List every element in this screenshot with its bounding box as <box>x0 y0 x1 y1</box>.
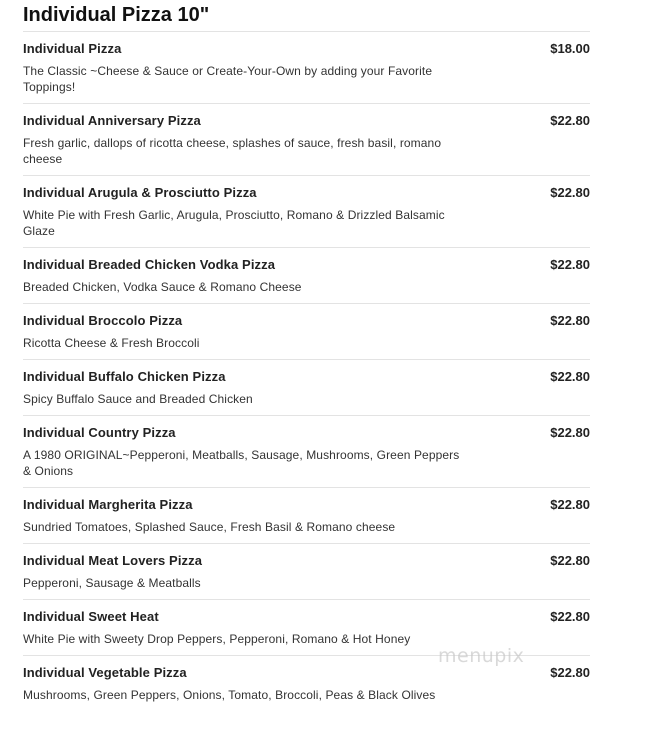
item-description: Pepperoni, Sausage & Meatballs <box>23 576 201 590</box>
menu-item <box>23 303 590 359</box>
item-price: $22.80 <box>550 113 590 128</box>
menu-item <box>23 359 590 415</box>
item-name: Individual Sweet Heat <box>23 609 159 624</box>
menupix-watermark: menupix <box>438 645 525 667</box>
item-price: $22.80 <box>550 609 590 624</box>
item-description: A 1980 ORIGINAL~Pepperoni, Meatballs, Sausage, Mushrooms, Green Peppers & Onions <box>23 448 460 478</box>
item-description: Ricotta Cheese & Fresh Broccoli <box>23 336 200 350</box>
item-name: Individual Buffalo Chicken Pizza <box>23 369 226 384</box>
menu-item <box>23 103 590 175</box>
item-name: Individual Vegetable Pizza <box>23 665 187 680</box>
menu-item <box>23 543 590 599</box>
menu-item <box>23 599 590 655</box>
item-price: $22.80 <box>550 185 590 200</box>
item-price: $18.00 <box>550 41 590 56</box>
item-price: $22.80 <box>550 257 590 272</box>
item-name: Individual Margherita Pizza <box>23 497 193 512</box>
item-price: $22.80 <box>550 665 590 680</box>
menu-item <box>23 415 590 487</box>
item-name: Individual Breaded Chicken Vodka Pizza <box>23 257 276 272</box>
item-description: Spicy Buffalo Sauce and Breaded Chicken <box>23 392 253 406</box>
menu-list <box>23 31 590 711</box>
item-name: Individual Arugula & Prosciutto Pizza <box>23 185 257 200</box>
item-name: Individual Meat Lovers Pizza <box>23 553 203 568</box>
item-name: Individual Broccolo Pizza <box>23 313 183 328</box>
item-name: Individual Country Pizza <box>23 425 176 440</box>
item-description: White Pie with Fresh Garlic, Arugula, Prosciutto, Romano & Drizzled Balsamic Glaze <box>23 208 445 238</box>
item-price: $22.80 <box>550 313 590 328</box>
menu-item <box>23 655 590 711</box>
item-price: $22.80 <box>550 425 590 440</box>
menu-item <box>23 247 590 303</box>
item-description: Sundried Tomatoes, Splashed Sauce, Fresh Basil & Romano cheese <box>23 520 396 534</box>
page-title: Individual Pizza 10" <box>23 4 210 26</box>
item-price: $22.80 <box>550 553 590 568</box>
item-price: $22.80 <box>550 369 590 384</box>
item-description: Breaded Chicken, Vodka Sauce & Romano Cheese <box>23 280 302 294</box>
item-name: Individual Pizza <box>23 41 122 56</box>
item-description: The Classic ~Cheese & Sauce or Create-Your-Own by adding your Favorite Toppings! <box>23 64 433 94</box>
menu-item <box>23 31 590 103</box>
item-description: Mushrooms, Green Peppers, Onions, Tomato, Broccoli, Peas & Black Olives <box>23 688 436 702</box>
item-price: $22.80 <box>550 497 590 512</box>
menu-item <box>23 175 590 247</box>
menu-item <box>23 487 590 543</box>
item-name: Individual Anniversary Pizza <box>23 113 201 128</box>
item-description: White Pie with Sweety Drop Peppers, Pepperoni, Romano & Hot Honey <box>23 632 411 646</box>
item-description: Fresh garlic, dallops of ricotta cheese, splashes of sauce, fresh basil, romano cheese <box>23 136 442 166</box>
